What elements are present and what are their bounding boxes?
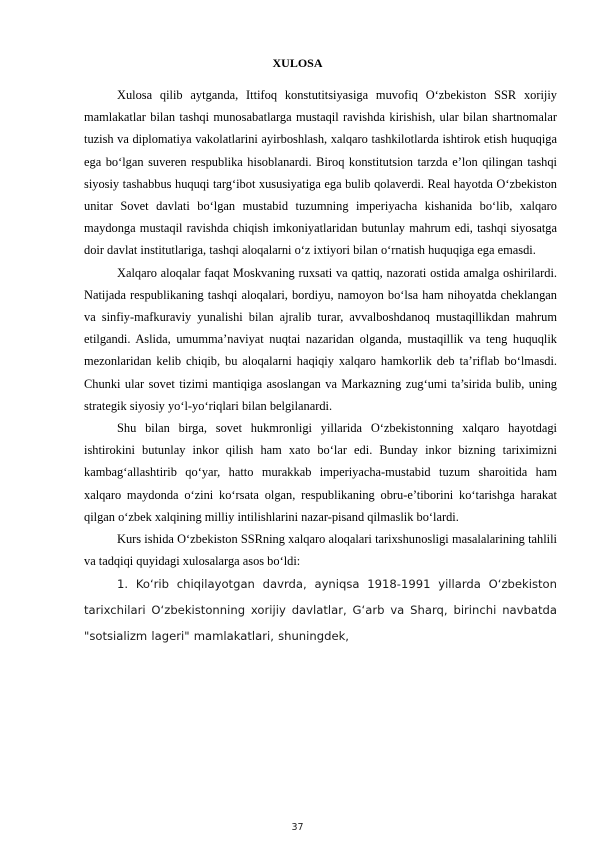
paragraph: Xalqaro aloqalar faqat Moskvaning ruxsati va qattiq, nazorati ostida amalga oshirilardi. Natijada respublikaning tashqi aloqalari, bordiyu, namoyon bo‘lsa ham nihoyatda cheklangan va sinfiy-mafkuraviy yunalishi bilan ajralib turar, avvalboshdanoq mustaqillikdan mahrum etilgandi. Aslida, umumma’naviyat nuqtai nazaridan olganda, mustaqillik va teng huquqlik mezonlaridan kelib chiqib, bu aloqalarni haqiqiy xalqaro hamkorlik deb ta’riflab bo‘lmasdi. Chunki ular sovet tizimi mantiqiga asoslangan va Markazning zug‘umi ta’sirida bulib, uning strategik siyosiy yo‘l-yo‘riqlari bilan belgilanardi. (84, 265, 557, 413)
list-item: 1. Ko‘rib chiqilayotgan davrda, ayniqsa 1918-1991 yillarda O‘zbekiston tarixchilari O‘zbekistonning xorijiy davlatlar, G‘arb va Sharq, birinchi navbatda "sotsializm lageri" mamlakatlari, shuningdek, (84, 577, 557, 644)
page-number: 37 (291, 822, 304, 833)
paragraph: Xulosa qilib aytganda, Ittifoq konstutitsiyasiga muvofiq O‘zbekiston SSR xorijiy mamlakatlar bilan tashqi munosabatlarga mustaqil ravishda kirishish, ular bilan shartnomalar tuzish va diplomatiya vakolatlarini ayirboshlash, xalqaro tashkilotlarda ishtirok etish huquqiga ega bo‘lgan suveren respublika hisoblanardi. Biroq konstitutsion tarzda e’lon qilingan tashqi siyosiy tashabbus huquqi targ‘ibot xususiyatiga ega bulib qolaverdi. Real hayotda O‘zbekiston unitar Sovet davlati bo‘lgan mustabid tuzumning imperiyacha kishanida bo‘lib, xalqaro maydonga mustaqil ravishda chiqish imkoniyatlaridan butunlay mahrum edi, tashqi siyosatga doir davlat institutlariga, tashqi aloqalarni o‘z ixtiyori bilan o‘rnatish huquqiga ega emasdi. (84, 88, 557, 258)
paragraph: Kurs ishida O‘zbekiston SSRning xalqaro aloqalari tarixshunosligi masalalarining tahlili va tadqiqi quyidagi xulosalarga asos bo‘ldi: (84, 532, 557, 569)
section-title: XULOSA (272, 56, 323, 70)
body-text (84, 84, 557, 650)
paragraph: Shu bilan birga, sovet hukmronligi yillarida O‘zbekistonning xalqaro hayotdagi ishtirokini butunlay inkor qilish ham xato bo‘lar edi. Bunday inkor bizning tariximizni kambag‘allashtirib qo‘yar, hatto murakkab imperiyacha-mustabid tuzum sharoitida ham xalqaro maydonda o‘zini ko‘rsata olgan, respublikaning obru-e’tiborini ko‘tarishga harakat qilgan o‘zbek xalqining milliy intilishlarini nazar-pisand qilmaslik bo‘lardi. (84, 421, 557, 524)
